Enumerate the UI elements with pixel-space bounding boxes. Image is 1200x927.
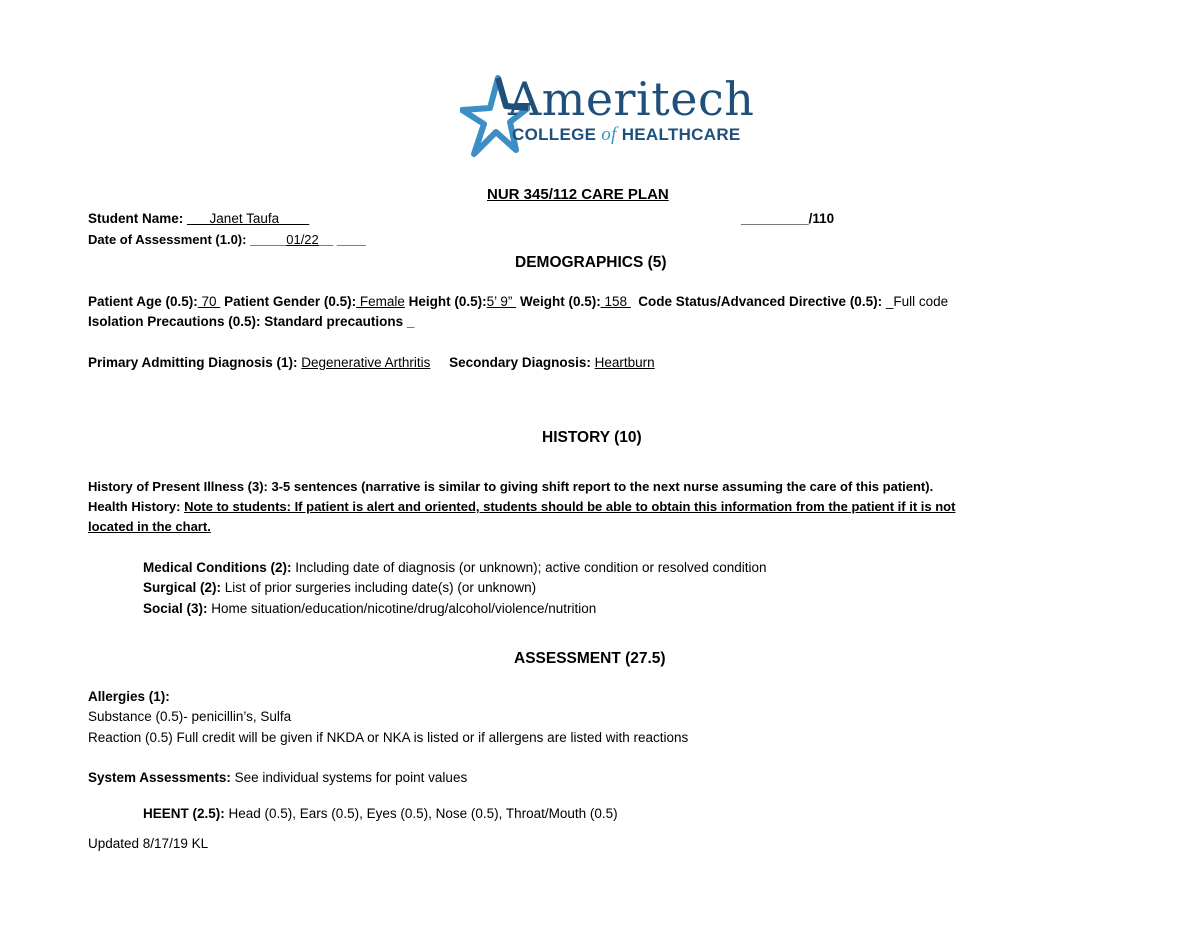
logo-subtitle: COLLEGE of HEALTHCARE <box>512 124 741 145</box>
health-history-row: Health History: Note to students: If patient is alert and oriented, students should be able to obtain this information from the patient if it is not <box>88 499 956 514</box>
surgical-row: Surgical (2): List of prior surgeries including date(s) (or unknown) <box>143 580 537 595</box>
student-name-row: Student Name: ___Janet Taufa____ <box>88 211 310 226</box>
ameritech-logo <box>460 72 755 160</box>
assessment-date-row: Date of Assessment (1.0): _____01/22__ ____ <box>88 232 366 247</box>
diagnosis-row: Primary Admitting Diagnosis (1): Degenerative Arthritis Secondary Diagnosis: Heartburn <box>88 355 655 370</box>
page-title: NUR 345/112 CARE PLAN <box>487 186 669 203</box>
score-total: _________/110 <box>741 211 835 226</box>
isolation-precautions-row: Isolation Precautions (0.5): Standard precautions _ <box>88 314 415 329</box>
demographics-line: Patient Age (0.5): 70 Patient Gender (0.5): Female Height (0.5):5’ 9” Weight (0.5): 158 Code Status/Advanced Directive (0.5): _Full code <box>88 294 949 309</box>
allergy-substance-row: Substance (0.5)- penicillin’s, Sulfa <box>88 709 292 724</box>
logo-wordmark: Ameritech <box>508 72 755 126</box>
heent-row: HEENT (2.5): Head (0.5), Ears (0.5), Eyes (0.5), Nose (0.5), Throat/Mouth (0.5) <box>143 806 618 821</box>
demographics-heading: DEMOGRAPHICS (5) <box>515 254 667 271</box>
allergies-label: Allergies (1): <box>88 689 170 704</box>
system-assessments-row: System Assessments: See individual systems for point values <box>88 770 468 785</box>
medical-conditions-row: Medical Conditions (2): Including date of diagnosis (or unknown); active condition or resolved condition <box>143 560 767 575</box>
allergy-reaction-row: Reaction (0.5) Full credit will be given if NKDA or NKA is listed or if allergens are listed with reactions <box>88 730 689 745</box>
history-heading: HISTORY (10) <box>542 429 642 446</box>
health-history-note-continued: located in the chart. <box>88 519 211 534</box>
assessment-heading: ASSESSMENT (27.5) <box>514 650 666 667</box>
social-row: Social (3): Home situation/education/nicotine/drug/alcohol/violence/nutrition <box>143 601 597 616</box>
present-illness-row: History of Present Illness (3): 3-5 sentences (narrative is similar to giving shift report to the next nurse assuming the care of this patient). <box>88 479 934 494</box>
footer-updated: Updated 8/17/19 KL <box>88 836 209 851</box>
